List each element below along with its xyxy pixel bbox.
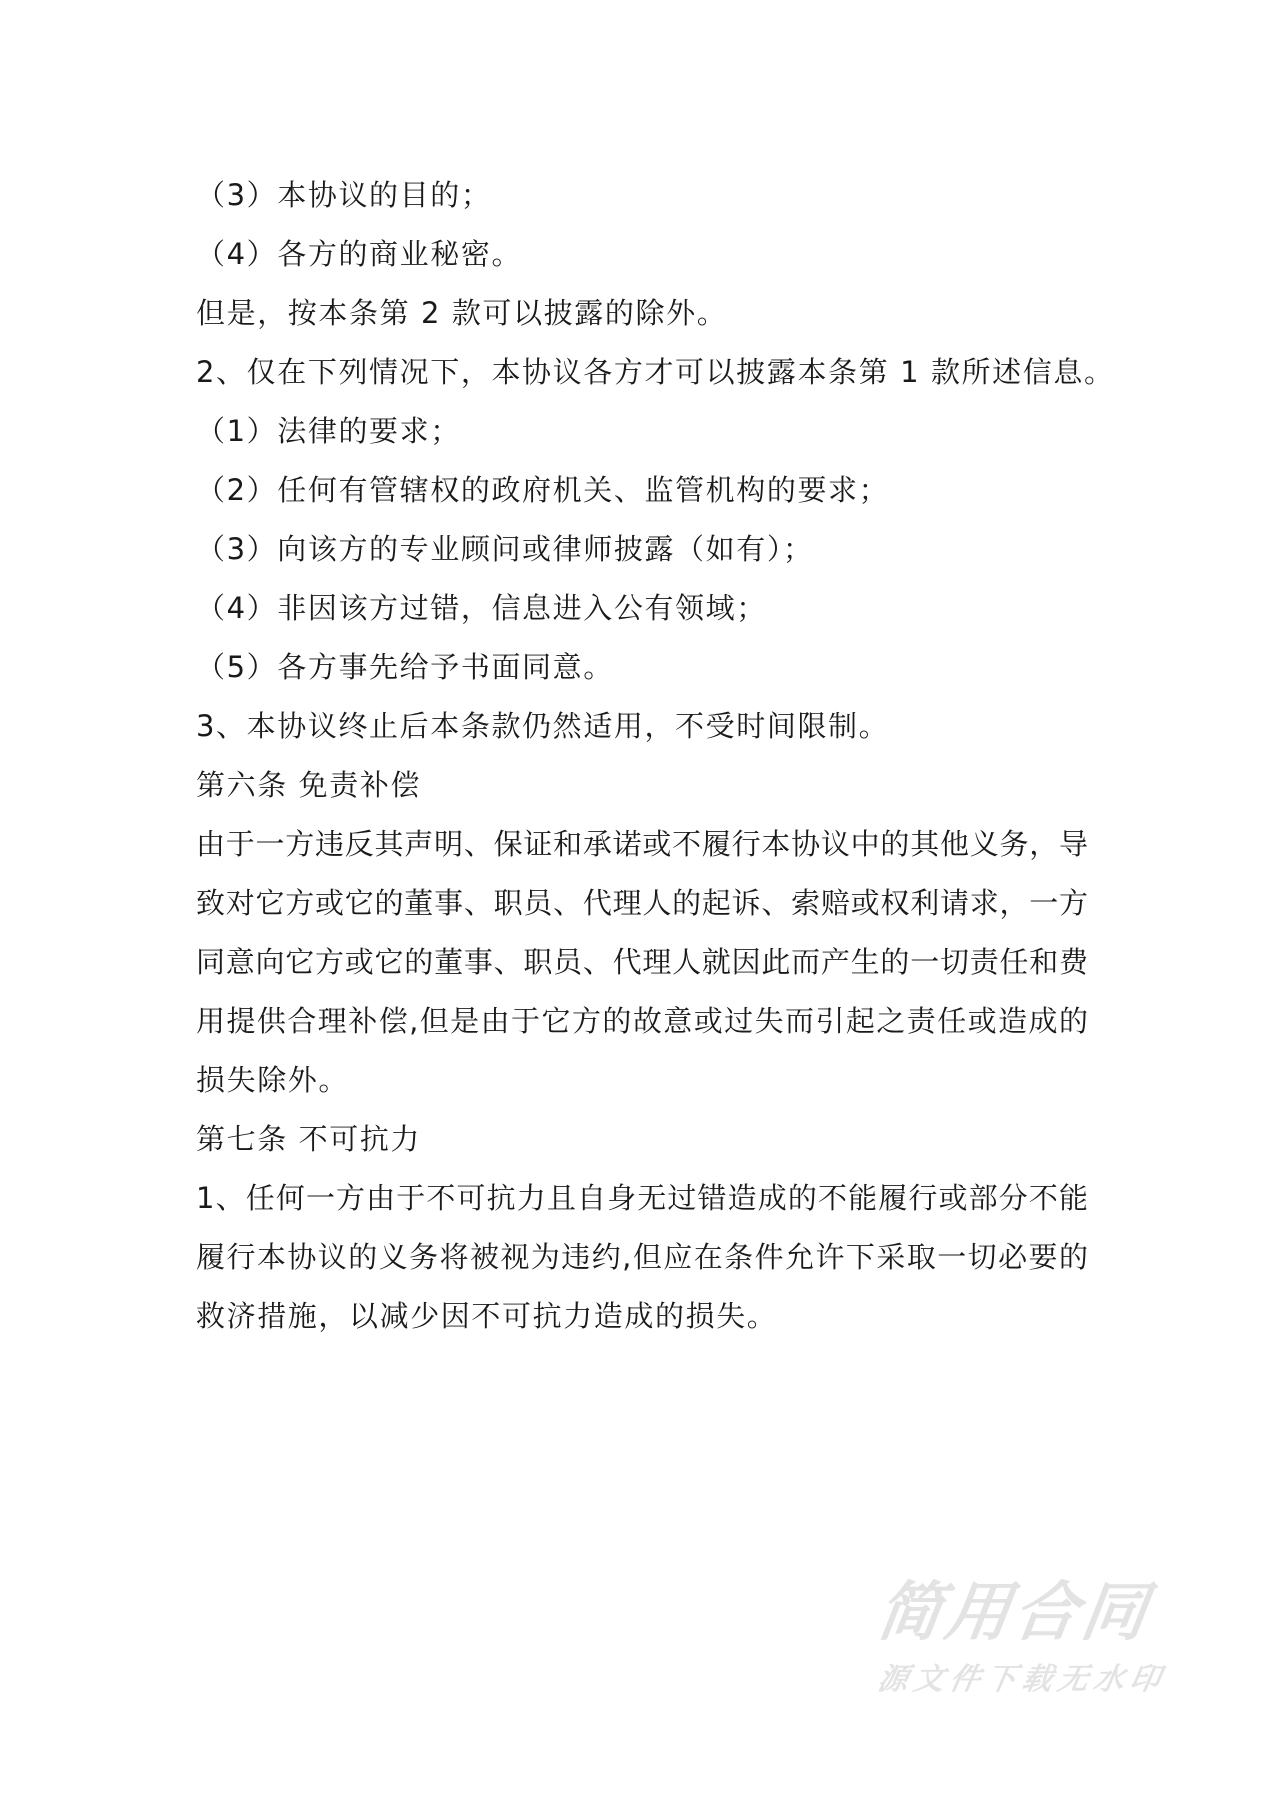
article-6-paragraph-line-5: 损失除外。	[196, 1063, 350, 1097]
article-6-paragraph-line-4: 用提供合理补偿,但是由于它方的故意或过失而引起之责任或造成的	[196, 1004, 1088, 1038]
list-item-government-requirement: （2）任何有管辖权的政府机关、监管机构的要求；	[196, 473, 890, 507]
section-heading-article-6: 第六条 免责补偿	[196, 768, 422, 802]
list-item-public-domain: （4）非因该方过错，信息进入公有领域；	[196, 591, 767, 625]
article-7-clause-1-line-2: 履行本协议的义务将被视为违约,但应在条件允许下采取一切必要的	[196, 1240, 1088, 1274]
article-6-paragraph-line-2: 致对它方或它的董事、职员、代理人的起诉、索赔或权利请求，一方	[196, 886, 1088, 920]
article-7-clause-1-line-3: 救济措施，以减少因不可抗力造成的损失。	[196, 1299, 778, 1333]
exception-sentence: 但是，按本条第 2 款可以披露的除外。	[196, 296, 728, 330]
watermark	[872, 1576, 1208, 1700]
list-item-purpose: （3）本协议的目的；	[196, 178, 492, 212]
list-item-legal-requirement: （1）法律的要求；	[196, 414, 461, 448]
article-6-paragraph-line-3: 同意向它方或它的董事、职员、代理人就因此而产生的一切责任和费	[196, 945, 1088, 979]
watermark-subtitle: 源文件下载无水印	[875, 1662, 1170, 1697]
document-body	[196, 166, 1115, 1346]
article-6-paragraph-line-1: 由于一方违反其声明、保证和承诺或不履行本协议中的其他义务，导	[196, 827, 1088, 861]
list-item-trade-secrets: （4）各方的商业秘密。	[196, 237, 523, 271]
list-item-written-consent: （5）各方事先给予书面同意。	[196, 650, 614, 684]
article-7-clause-1-line-1: 1、任何一方由于不可抗力且自身无过错造成的不能履行或部分不能	[196, 1181, 1088, 1215]
clause-3-survival: 3、本协议终止后本条款仍然适用，不受时间限制。	[196, 709, 890, 743]
clause-2-intro: 2、仅在下列情况下，本协议各方才可以披露本条第 1 款所述信息。	[196, 355, 1115, 389]
section-heading-article-7: 第七条 不可抗力	[196, 1122, 422, 1156]
watermark-title: 简用合同	[872, 1576, 1156, 1650]
list-item-advisor-disclosure: （3）向该方的专业顾问或律师披露（如有）；	[196, 532, 814, 566]
